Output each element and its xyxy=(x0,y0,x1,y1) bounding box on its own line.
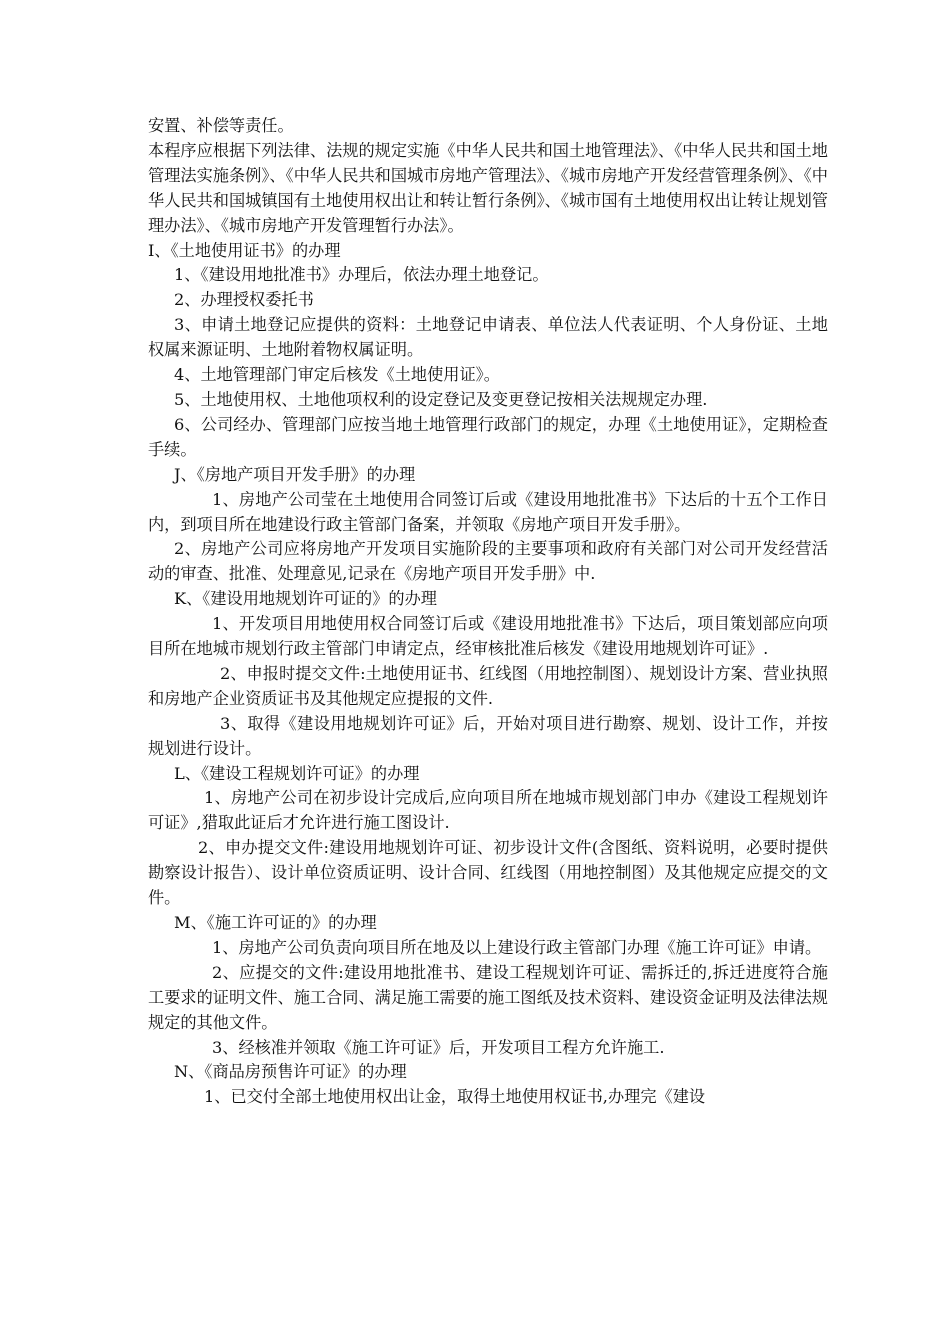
list-item: 5、土地使用权、土地他项权利的设定登记及变更登记按相关法规规定办理. xyxy=(174,389,708,409)
list-item: 2、申报时提交文件:土地使用证书、红线图（用地控制图）、规划设计方案、营业执照和房地产企业资质证书及其他规定应提报的文件. xyxy=(148,663,828,708)
list-item: 2、申办提交文件:建设用地规划许可证、初步设计文件(含图纸、资料说明，必要时提供勘察设计报告）、设计单位资质证明、设计合同、红线图（用地控制图）及其他规定应提交的文件。 xyxy=(148,838,828,908)
list-item: 4、土地管理部门审定后核发《土地使用证》。 xyxy=(174,365,500,385)
section-heading-m: M、《施工许可证的》的办理 xyxy=(174,913,377,932)
paragraph-resettlement: 安置、补偿等责任。 xyxy=(148,116,294,135)
list-item: 2、办理授权委托书 xyxy=(174,290,314,310)
list-item: 1、房地产公司莹在土地使用合同签订后或《建设用地批准书》下达后的十五个工作日内，到项目所在地建设行政主管部门备案，并领取《房地产项目开发手册》。 xyxy=(148,489,828,534)
list-item: 1、开发项目用地使用权合同签订后或《建设用地批准书》下达后，项目策划部应向项目所在地城市规划行政主管部门申请定点，经审核批准后核发《建设用地规划许可证》. xyxy=(148,614,828,659)
section-heading-k: K、《建设用地规划许可证的》的办理 xyxy=(174,589,437,609)
list-item: 1、已交付全部土地使用权出让金，取得土地使用权证书,办理完《建设 xyxy=(204,1087,706,1107)
document-body xyxy=(148,114,828,1110)
section-heading-i: I、《土地使用证书》的办理 xyxy=(148,240,341,260)
section-heading-l: L、《建设工程规划许可证》的办理 xyxy=(174,763,420,783)
list-item: 2、应提交的文件:建设用地批准书、建设工程规划许可证、需拆迁的,拆迁进度符合施工要求的证明文件、施工合同、满足施工需要的施工图纸及技术资料、建设资金证明及法律法规规定的其他文件。 xyxy=(148,962,828,1032)
list-item: 1、房地产公司在初步设计完成后,应向项目所在地城市规划部门申办《建设工程规划许可证》,猎取此证后才允许进行施工图设计. xyxy=(148,788,828,833)
section-heading-j: J、《房地产项目开发手册》的办理 xyxy=(174,464,416,484)
list-item: 6、公司经办、管理部门应按当地土地管理行政部门的规定，办理《土地使用证》，定期检查手续。 xyxy=(148,414,828,459)
paragraph-legal-basis: 本程序应根据下列法律、法规的规定实施《中华人民共和国土地管理法》、《中华人民共和国土地管理法实施条例》、《中华人民共和国城市房地产管理法》、《城市房地产开发经营管理条例》、《中华人民共和国城镇国有土地使用权出让和转让暂行条例》、《城市国有土地使用权出让转让规划管理办法》、《城市房地产开发管理暂行办法》。 xyxy=(148,140,828,235)
list-item: 3、取得《建设用地规划许可证》后，开始对项目进行勘察、规划、设计工作，并按规划进行设计。 xyxy=(148,713,828,758)
section-heading-n: N、《商品房预售许可证》的办理 xyxy=(174,1062,407,1082)
list-item: 1、《建设用地批准书》办理后，依法办理土地登记。 xyxy=(174,265,549,285)
list-item: 3、申请土地登记应提供的资料：土地登记申请表、单位法人代表证明、个人身份证、土地权属来源证明、土地附着物权属证明。 xyxy=(148,315,828,360)
list-item: 2、房地产公司应将房地产开发项目实施阶段的主要事项和政府有关部门对公司开发经营活动的审查、批准、处理意见,记录在《房地产项目开发手册》中. xyxy=(148,539,828,584)
list-item: 1、房地产公司负责向项目所在地及以上建设行政主管部门办理《施工许可证》申请。 xyxy=(212,937,822,957)
list-item: 3、经核准并领取《施工许可证》后，开发项目工程方允许施工. xyxy=(212,1037,665,1057)
